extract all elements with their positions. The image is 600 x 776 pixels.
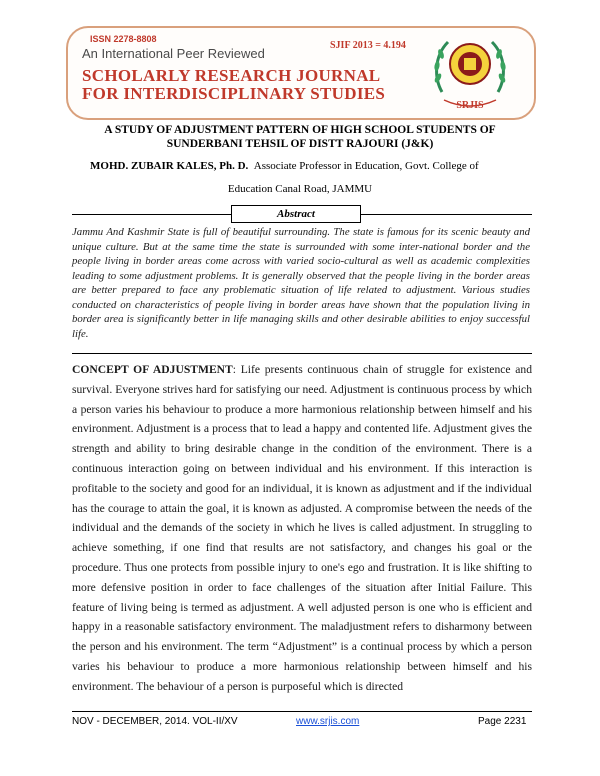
- article-title-line2: SUNDERBANI TEHSIL OF DISTT RAJOURI (J&K): [166, 138, 434, 150]
- section-heading: CONCEPT OF ADJUSTMENT: [72, 363, 233, 376]
- footer-rule: [72, 711, 532, 712]
- journal-title-line1: SCHOLARLY RESEARCH JOURNAL: [82, 66, 381, 85]
- emblem-icon: [450, 44, 490, 84]
- footer-issue: NOV - DECEMBER, 2014. VOL-II/XV: [72, 716, 238, 727]
- logo-text: SRJIS: [456, 100, 484, 111]
- issn-label: ISSN 2278-8808: [90, 34, 157, 44]
- body-text: : Life presents continuous chain of struggle for existence and survival. Everyone strives hard for satisfying our need. Adjustment is continuous process by which a person varies his behaviour to produce a more harmonious relationship between himself and his environment. Adjustment is a process that to lead a happy and contented life. Adjustment gives the strength and ability to bring desirable change in the condition of the environment. There is a continuous interaction going on between individual and his environment. If this interaction is profitable to the society and good for an individual, it is known as adjustment and if the individual has the courage to attain the goal, it is known as adjusted. A compromise between the needs of the individual and the demands of the society in which he lives is called adjustment. In struggling to achieve something, if one find that results are not satisfactory, and changes his goal or the procedure. Thus one protects from possible injury to one's ego and frustration. It is like shifting to more defensive position in order to face challenges of the situation after Initial Failure. This feature of living being is termed as adjustment. A well adjusted person is one who is efficient and happy in a reasonable satisfactory environment. The maladjustment refers to disharmony between the person and his environment. The term “Adjustment” is a continual process by which a person varies his behaviour to produce a more harmonious relationship between himself and his environment. The behaviour of a person is purposeful which is directed: [72, 363, 532, 693]
- journal-title-line2: FOR INTERDISCIPLINARY STUDIES: [82, 84, 386, 103]
- abstract-heading: Abstract: [231, 205, 361, 223]
- journal-logo: [428, 30, 512, 116]
- abstract-bottom-rule: [72, 353, 532, 354]
- peer-reviewed-label: An International Peer Reviewed: [82, 46, 265, 61]
- author-name: MOHD. ZUBAIR KALES, Ph. D.: [90, 160, 249, 172]
- sjif-label: SJIF 2013 = 4.194: [330, 40, 406, 51]
- abstract-text: Jammu And Kashmir State is full of beautiful surrounding. The state is famous for its scenic beauty and unique culture. But at the same time the state is surrounded with some inter-national border and the people living in border areas come across with varied socio-cultural as well as academic complexities leading to some adjustment problems. It is generally observed that the people living in the border areas are better prepared to face any problematic situation of life related to adjustment. Various studies conducted on characteristics of people living in border areas have shown that the population living in border area is significantly better in life managing skills and other desirable abilities to enjoy successful life.: [72, 226, 530, 340]
- body-paragraph: [72, 360, 532, 697]
- author-line: [90, 160, 479, 172]
- footer-page-number: Page 2231: [478, 716, 527, 727]
- affiliation-line2: Education Canal Road, JAMMU: [227, 183, 373, 195]
- footer-website-link[interactable]: www.srjis.com: [296, 716, 360, 727]
- article-title-line1: A STUDY OF ADJUSTMENT PATTERN OF HIGH SCHOOL STUDENTS OF: [104, 124, 496, 136]
- affiliation-line1: Associate Professor in Education, Govt. College of: [253, 160, 479, 172]
